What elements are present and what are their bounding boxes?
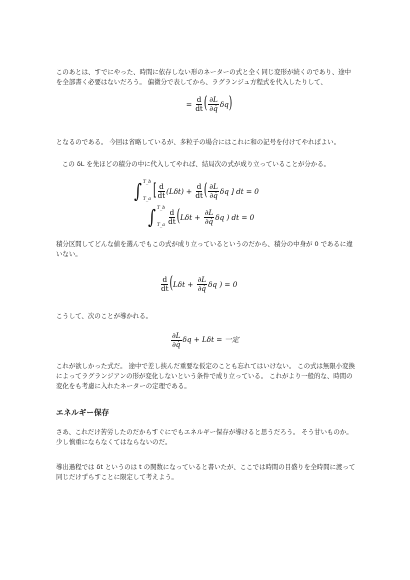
paragraph-noether-theorem: これが欲しかった式だ。 途中で差し挟んだ重要な仮定のことも忘れてはいけない。 この式は無限小変換によってラグランジアンの形が変化しないという条件で成り立っている。 これがより一般的な、時間の変化をも考慮に入れたネーターの定理である。 — [56, 362, 355, 390]
paragraph-substitute: この δL を先ほどの積分の中に代入してやれば、結局次の式が成り立っていることが分かる。 — [62, 160, 331, 168]
equals-sign: = — [186, 99, 193, 109]
paragraph-energy-intro: さあ、これだけ苦労したのだからすぐにでもエネルギー保存が導けると思うだろう。 そう甘いものか。 少し慎重にならなくてはならないのだ。 — [56, 428, 353, 446]
section-heading: エネルギー保存 — [56, 408, 110, 417]
paragraph-derived: こうして、次のことが導かれる。 — [56, 312, 153, 320]
paragraph-intro: このあとは、すでにやった、時間に依存しない形のネーターの式と全く同じ変形が続くのであり、途中を全部書く必要はないだろう。 偏微分で表してから、ラグランジュ方程式を代入したりして、 — [56, 68, 352, 86]
paragraph-time-shift: 導出過程では δt というのは t の関数になっていると書いたが、ここでは時間の目盛りを全時間に渡って同じだけずらすことに限定して考えよう。 — [56, 463, 356, 481]
equation-4: $\frac{\partial L}{\partial q̇}$ δq + Lδt = 一定 — [172, 331, 239, 349]
fraction-d-dt: $\frac{d}{dt}$ — [195, 95, 203, 113]
equation-3: $\frac{d}{dt}$ ( Lδt + $\frac{\partial L}{\partial q̇}$ δq ) = 0 — [161, 274, 238, 294]
paragraph-sum-note: となるのである。 今回は省略しているが、多粒子の場合にはこれに和の記号を付けてやればよい。 — [56, 138, 341, 146]
delta-q: δq — [219, 99, 229, 109]
fraction-partial: $\frac{\partial L}{\partial q̇}$ — [209, 95, 218, 113]
equation-1: = $\frac{d}{dt}$ ( $\frac{\partial L}{\partial q̇}$ δq ) — [186, 94, 233, 114]
paragraph-integral-zero: 積分区間してどんな値を選んでもこの式が成り立っているというのだから、積分の中身が 0 であるに違いない。 — [56, 240, 353, 258]
equation-2-line-1: ∫ T_b T_a [ $\frac{d}{dt}$ (Lδt) + $\frac{d}{dt}$ ( $\frac{\partial L}{\partial q̇}$ δq ] dt = 0 — [134, 179, 259, 203]
equation-2-line-2: ∫ T_b T_a $\frac{d}{dt}$ ( Lδt + $\frac{\partial L}{\partial q̇}$ δq ) dt = 0 — [148, 205, 255, 229]
